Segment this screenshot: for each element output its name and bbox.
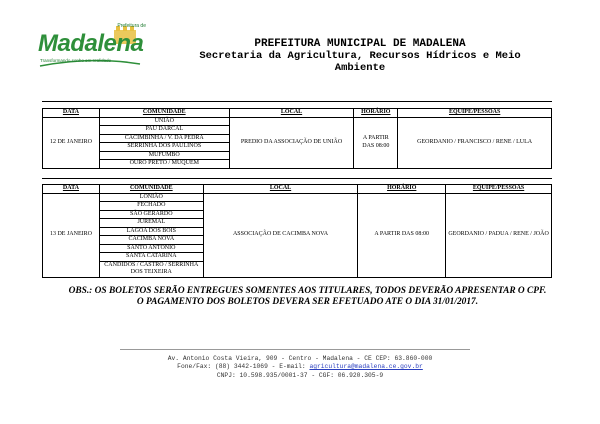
col-header-data: DATA <box>43 185 100 194</box>
cell-comunidade: SERRINHA DOS PAULINOS <box>99 143 229 152</box>
cell-comunidade: SANTO ANTONIO <box>99 244 203 253</box>
page-subtitle-line-2: Ambiente <box>334 62 386 74</box>
observation-line-1: OBS.: OS BOLETOS SERÃO ENTREGUES SOMENTES AOS TITULARES, TODOS DEVERÃO APRESENTAR O CPF. <box>68 286 547 296</box>
footer-phone: Fone/Fax: (88) 3442-1069 - E-mail: <box>177 363 310 371</box>
col-header-equipe: EQUIPE/PESSOAS <box>398 109 552 118</box>
table-header-row <box>43 185 552 194</box>
footer-contact <box>100 363 500 371</box>
logo-subtitle: Transformando sonho em realidade <box>40 58 112 63</box>
col-header-comunidade: COMUNIDADE <box>99 185 203 194</box>
cell-comunidade: SÃO GERARDO <box>99 210 203 219</box>
observation-note <box>30 286 585 308</box>
footer-address: Av. Antonio Costa Vieira, 909 - Centro - Madalena - CE CEP: 63.860-000 <box>167 355 433 362</box>
page-header <box>150 38 570 74</box>
cell-comunidade: CACIMBINHA / V. DA PEDRA <box>99 134 229 143</box>
cell-equipe: GEORDANIO / FRANCISCO / RENE / LULA <box>398 117 552 168</box>
col-header-data: DATA <box>43 109 100 118</box>
divider <box>42 178 552 179</box>
cell-comunidade: CACIMBA NOVA <box>99 236 203 245</box>
col-header-local: LOCAL <box>229 109 354 118</box>
cell-local: ASSOCIAÇÃO DE CACIMBA NOVA <box>203 193 358 277</box>
col-header-local: LOCAL <box>203 185 358 194</box>
col-header-comunidade: COMUNIDADE <box>99 109 229 118</box>
page-subtitle-line-1: Secretaria da Agricultura, Recursos Hídricos e Meio <box>199 50 521 62</box>
cell-equipe: GEORDANIO / PADUA / RENE / JOÃO <box>446 193 552 277</box>
table-row <box>43 193 552 202</box>
cell-comunidade: CANDIDOS / CASTRO / SERRINHA DOS TEIXEIRA <box>99 261 203 277</box>
observation-line-2: O PAGAMENTO DOS BOLETOS DEVERA SER EFETUADO ATE O DIA 31/01/2017. <box>136 297 479 307</box>
email-link[interactable]: agricultura@madalena.ce.gov.br <box>309 363 423 371</box>
cell-comunidade: LAGOA DOS BOIS <box>99 227 203 236</box>
col-header-equipe: EQUIPE/PESSOAS <box>446 185 552 194</box>
cell-comunidade: PAU DARCAL <box>99 126 229 135</box>
cell-data: 13 DE JANEIRO <box>43 193 100 277</box>
col-header-horario: HORÁRIO <box>354 109 398 118</box>
cell-comunidade: SANTA CATARINA <box>99 253 203 262</box>
cell-comunidade: JUREMAL <box>99 219 203 228</box>
divider <box>42 101 552 102</box>
cell-comunidade: OURO PRETO / MUQUEM <box>99 160 229 169</box>
cell-local: PREDIO DA ASSOCIAÇÃO DE UNIÃO <box>229 117 354 168</box>
cell-comunidade: MUFUMBO <box>99 151 229 160</box>
cell-data: 12 DE JANEIRO <box>43 117 100 168</box>
table-row <box>43 117 552 126</box>
cell-comunidade: LONIÃO <box>99 193 203 202</box>
schedule-table-2 <box>42 184 552 278</box>
logo-word: Madalena <box>38 30 144 57</box>
footer-divider <box>120 349 470 350</box>
footer-cnpj: CNPJ: 10.598.935/0001-37 - CGF: 06.920.305-9 <box>216 371 384 379</box>
page-title: PREFEITURA MUNICIPAL DE MADALENA <box>254 38 466 50</box>
cell-comunidade: UNIÃO <box>99 117 229 126</box>
footer <box>100 355 500 380</box>
cell-comunidade: FECHADO <box>99 202 203 211</box>
schedule-table-1 <box>42 108 552 169</box>
cell-horario: A PARTIR DAS 08:00 <box>358 193 446 277</box>
cell-horario: A PARTIR DAS 08:00 <box>354 117 398 168</box>
col-header-horario: HORÁRIO <box>358 185 446 194</box>
logo-tagline: Prefeitura de <box>117 23 146 29</box>
table-header-row <box>43 109 552 118</box>
